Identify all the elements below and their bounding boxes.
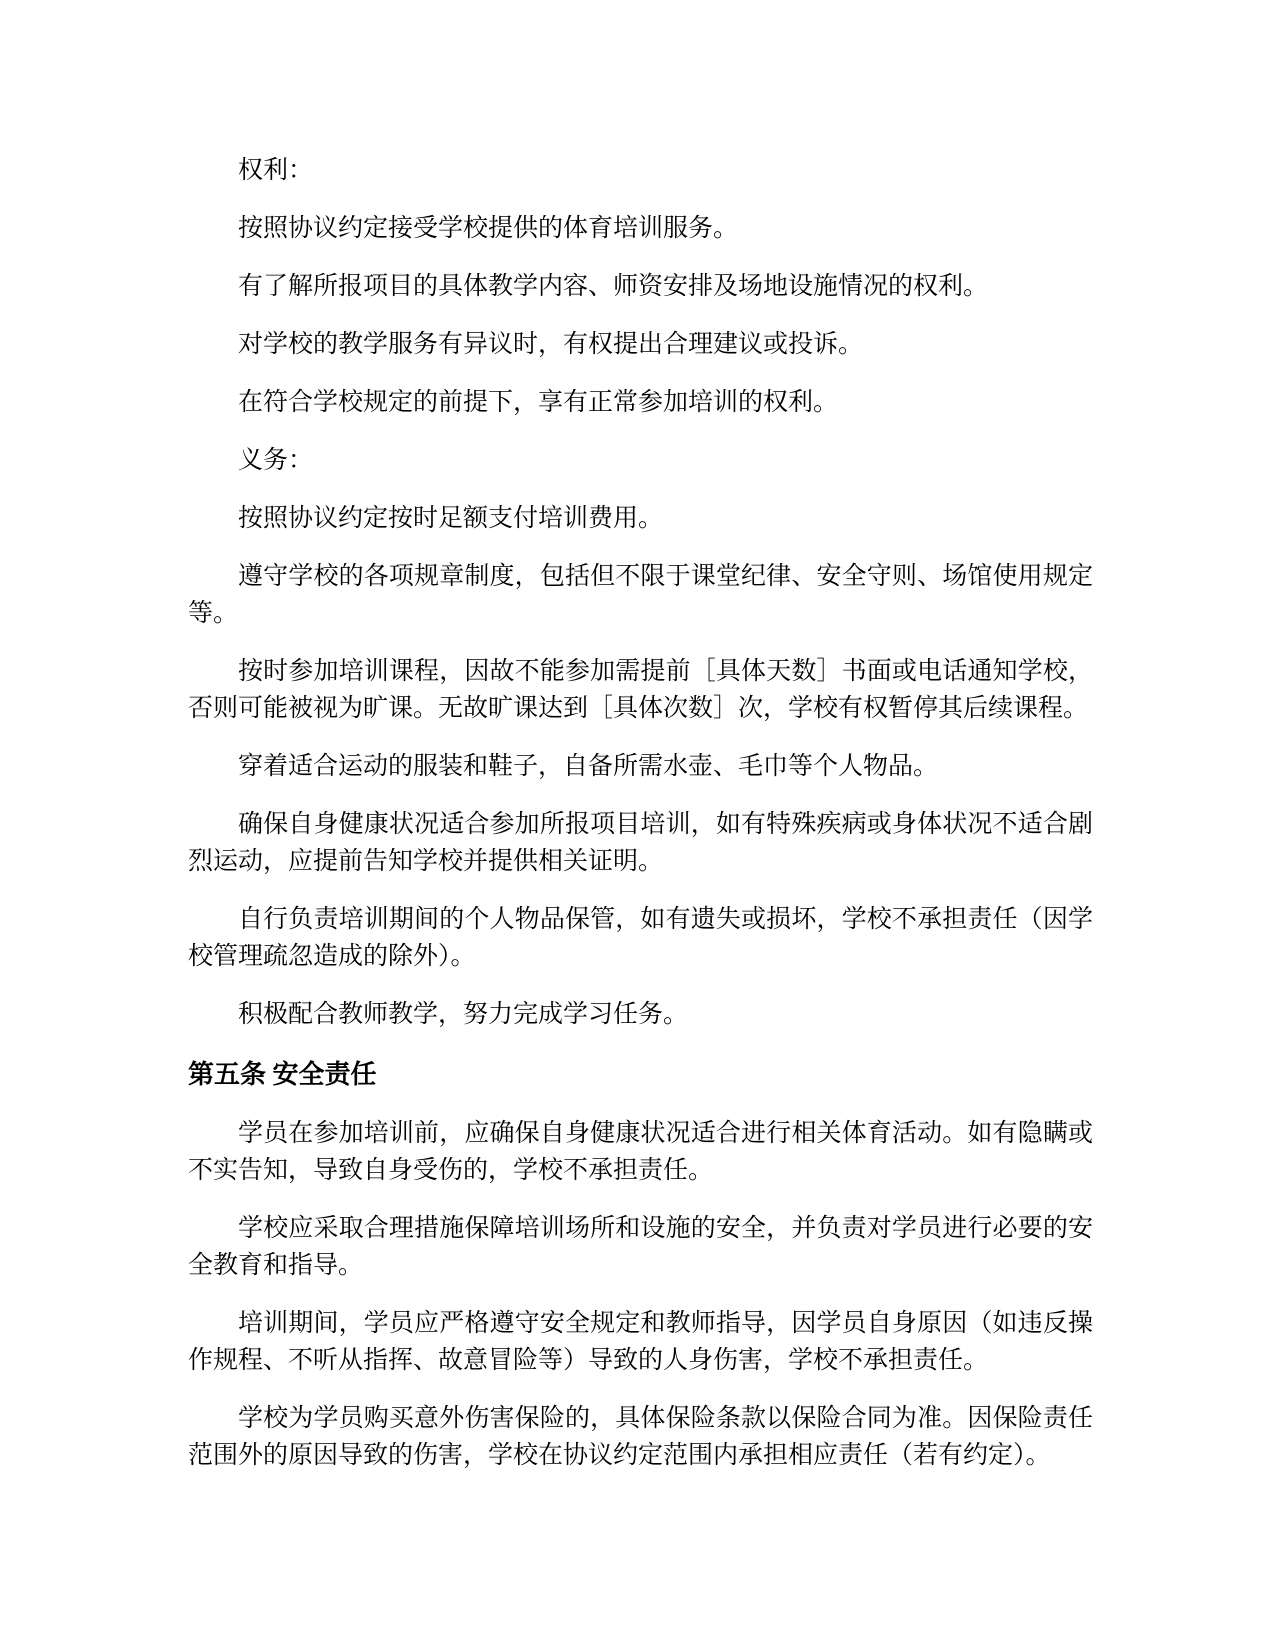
paragraph: 按时参加培训课程，因故不能参加需提前［具体天数］书面或电话通知学校，否则可能被视为旷课。无故旷课达到［具体次数］次，学校有权暂停其后续课程。 bbox=[188, 658, 1093, 722]
paragraph: 学校为学员购买意外伤害保险的，具体保险条款以保险合同为准。因保险责任范围外的原因导致的伤害，学校在协议约定范围内承担相应责任（若有约定）。 bbox=[188, 1405, 1093, 1469]
paragraph: 学校应采取合理措施保障培训场所和设施的安全，并负责对学员进行必要的安全教育和指导。 bbox=[188, 1215, 1093, 1279]
paragraph: 按照协议约定按时足额支付培训费用。 bbox=[238, 505, 664, 532]
paragraph: 对学校的教学服务有异议时，有权提出合理建议或投诉。 bbox=[238, 331, 864, 358]
paragraph: 积极配合教师教学，努力完成学习任务。 bbox=[238, 1001, 689, 1028]
paragraph: 自行负责培训期间的个人物品保管，如有遗失或损坏，学校不承担责任（因学校管理疏忽造成的除外）。 bbox=[188, 906, 1093, 970]
paragraph: 确保自身健康状况适合参加所报项目培训，如有特殊疾病或身体状况不适合剧烈运动，应提前告知学校并提供相关证明。 bbox=[188, 811, 1093, 875]
section-heading: 第五条 安全责任 bbox=[188, 1060, 377, 1089]
document-content bbox=[188, 152, 1093, 1474]
paragraph: 学员在参加培训前，应确保自身健康状况适合进行相关体育活动。如有隐瞒或不实告知，导致自身受伤的，学校不承担责任。 bbox=[188, 1120, 1093, 1184]
paragraph: 义务： bbox=[238, 447, 314, 474]
paragraph: 培训期间，学员应严格遵守安全规定和教师指导，因学员自身原因（如违反操作规程、不听从指挥、故意冒险等）导致的人身伤害，学校不承担责任。 bbox=[188, 1310, 1093, 1374]
paragraph: 有了解所报项目的具体教学内容、师资安排及场地设施情况的权利。 bbox=[238, 273, 989, 300]
paragraph: 遵守学校的各项规章制度，包括但不限于课堂纪律、安全守则、场馆使用规定等。 bbox=[188, 563, 1093, 627]
paragraph: 按照协议约定接受学校提供的体育培训服务。 bbox=[238, 215, 739, 242]
paragraph: 穿着适合运动的服装和鞋子，自备所需水壶、毛巾等个人物品。 bbox=[238, 753, 939, 780]
paragraph: 权利： bbox=[238, 157, 314, 184]
paragraph: 在符合学校规定的前提下，享有正常参加培训的权利。 bbox=[238, 389, 839, 416]
